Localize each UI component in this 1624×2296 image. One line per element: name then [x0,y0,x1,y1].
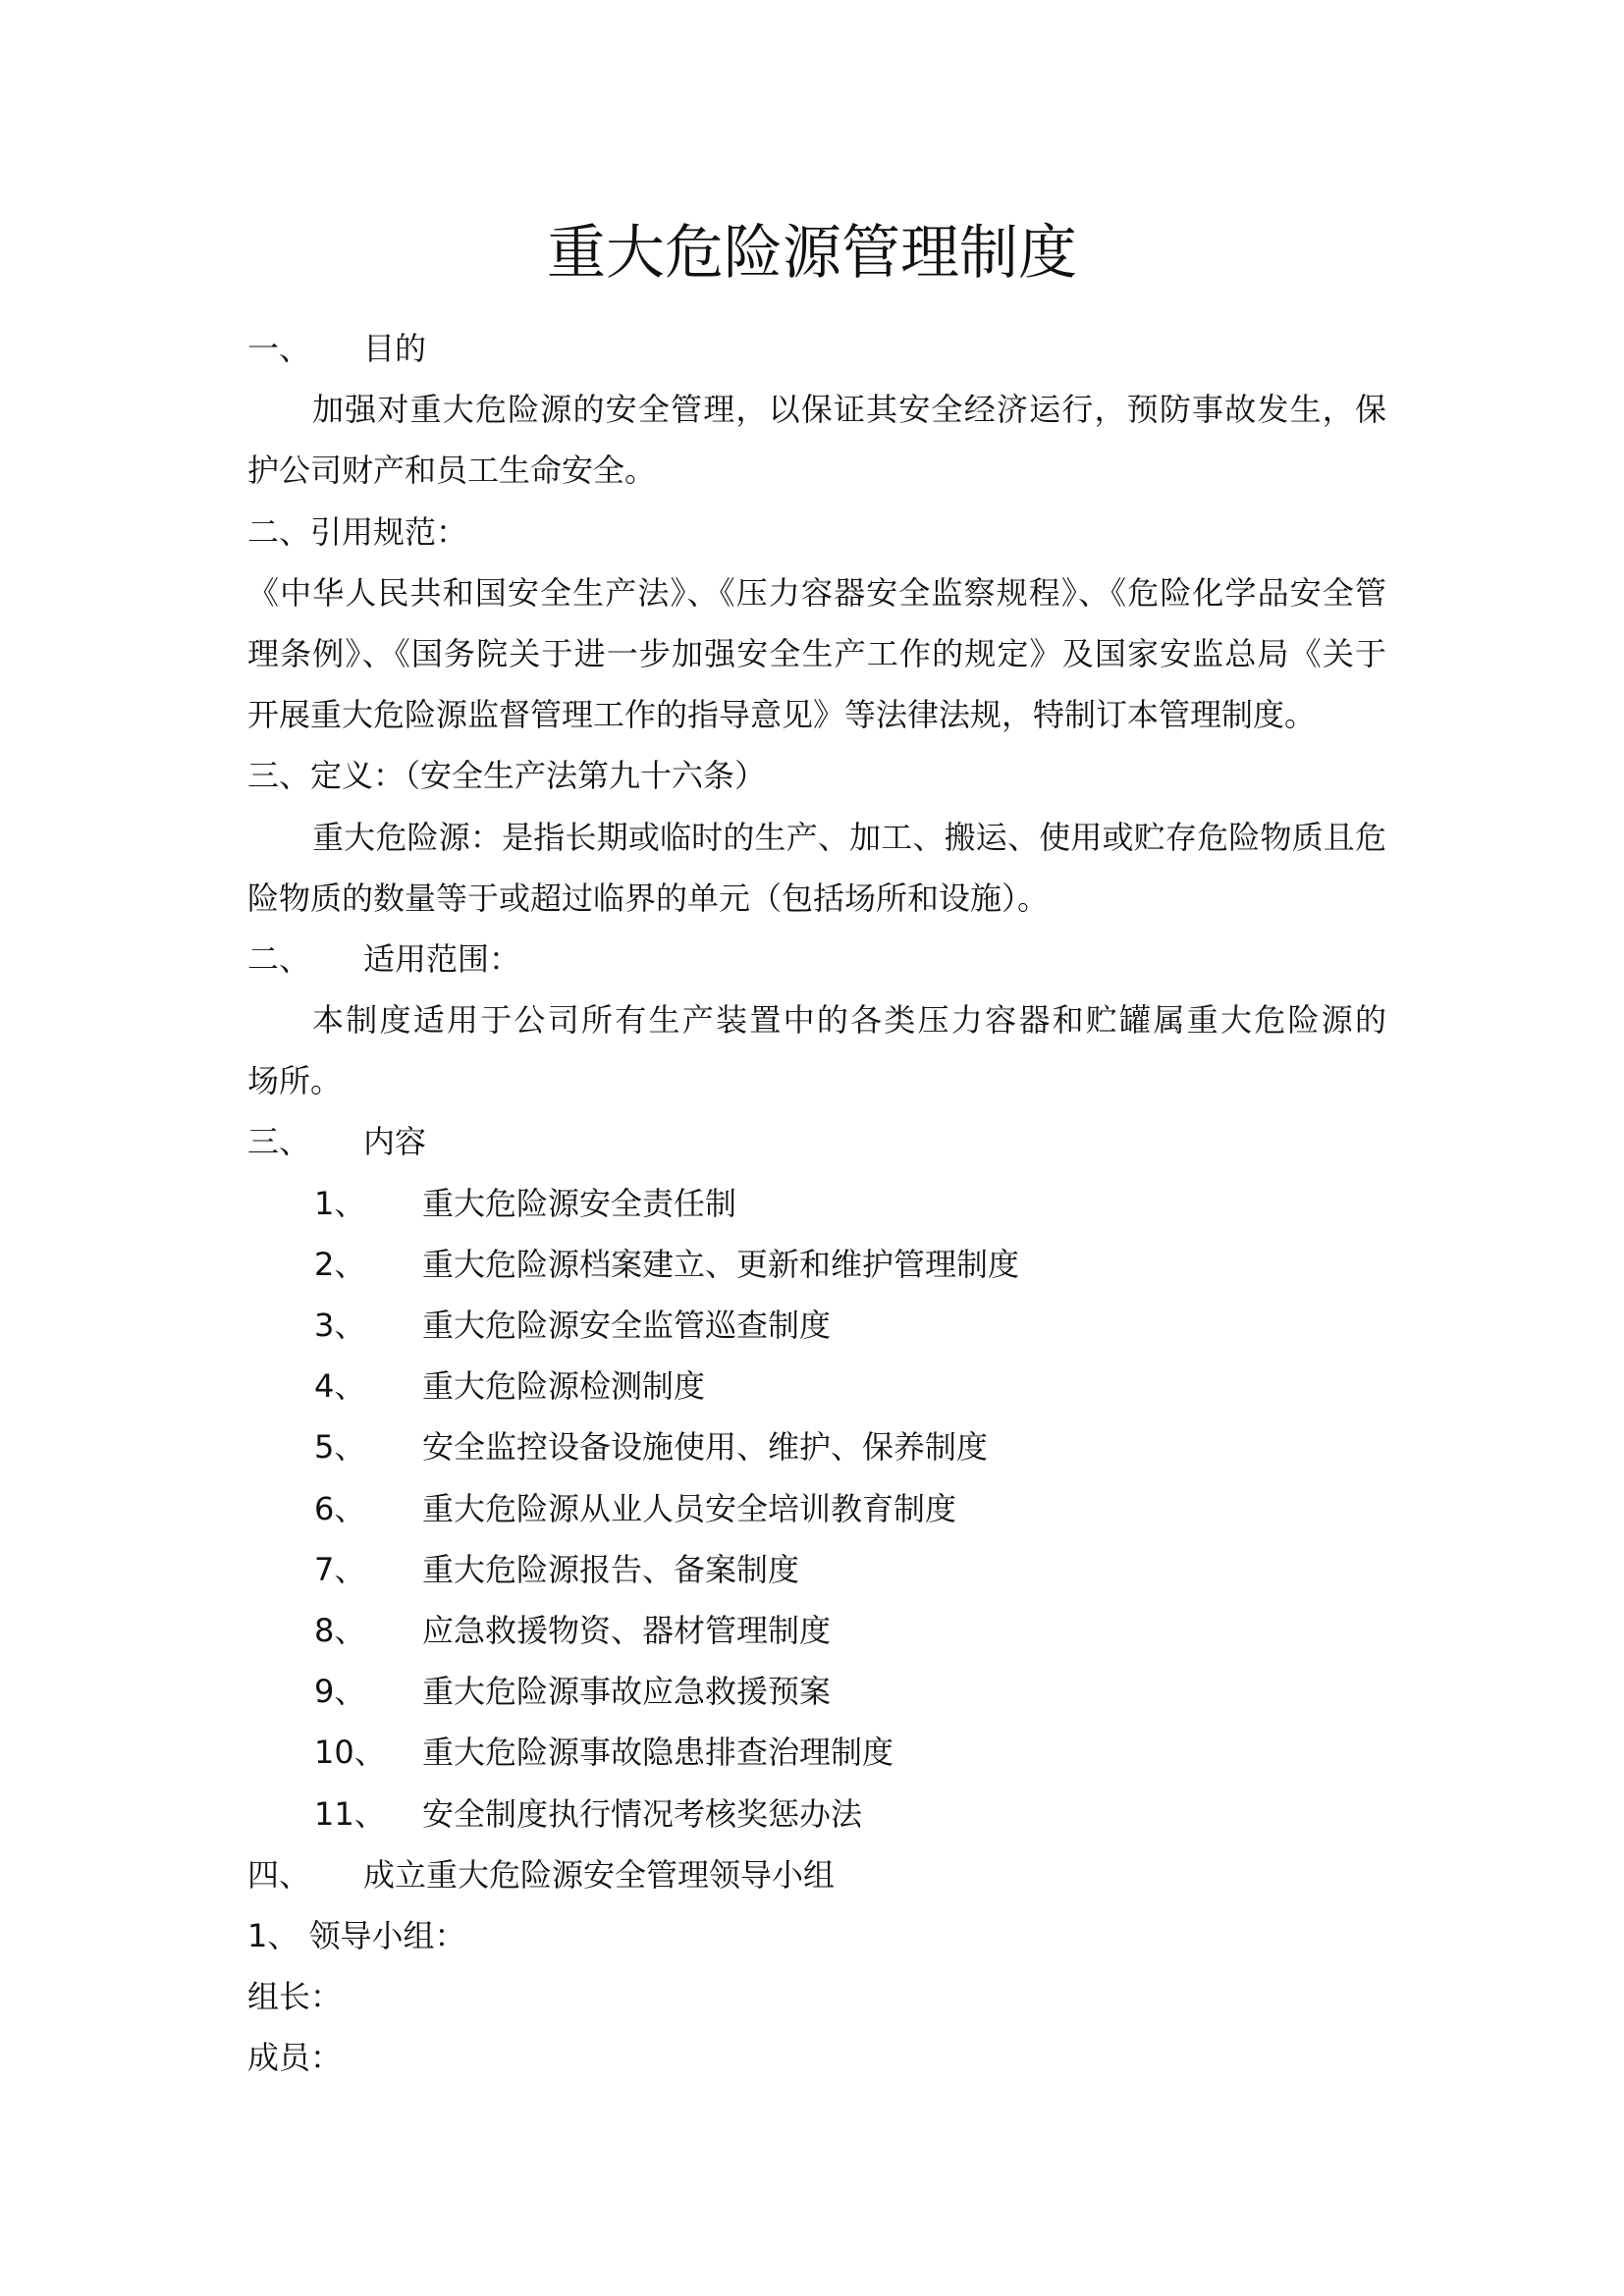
list-item-number: 8、 [314,1611,366,1649]
subheading-leadership-group: 1、 领导小组： [247,1916,466,1954]
list-item-text: 安全制度执行情况考核奖惩办法 [422,1794,863,1833]
list-item [247,1295,1386,1356]
group-members-label: 成员： [247,2039,343,2077]
list-item [247,1173,1386,1234]
paragraph-line: 场所。 [247,1062,343,1100]
list-item-number: 6、 [314,1489,366,1527]
list-item [247,1539,1386,1600]
section-label: 适用范围： [363,939,521,978]
list-item-number: 3、 [314,1307,366,1344]
section-heading-definition: 三、定义：（安全生产法第九十六条） [247,757,767,795]
section-heading-purpose [247,318,1386,379]
paragraph-line: 加强对重大危险源的安全管理，以保证其安全经济运行，预防事故发生，保 [312,391,1386,429]
list-item-text: 重大危险源检测制度 [422,1367,706,1406]
list-item [247,1784,1386,1844]
list-item-text: 重大危险源安全责任制 [422,1184,737,1222]
paragraph-line: 护公司财产和员工生命安全。 [247,452,657,490]
list-item-number: 5、 [314,1428,366,1467]
list-item-text: 重大危险源安全监管巡查制度 [422,1307,832,1344]
paragraph-line: 《中华人民共和国安全生产法》、《压力容器安全监察规程》、《危险化学品安全管 [247,573,1386,612]
list-item [247,1478,1386,1539]
list-item-number: 1、 [314,1184,366,1222]
list-item-text: 重大危险源事故应急救援预案 [422,1673,832,1711]
list-item [247,1234,1386,1295]
list-item-number: 7、 [314,1550,366,1588]
list-item-text: 重大危险源报告、备案制度 [422,1550,800,1588]
list-item-number: 10、 [314,1734,386,1772]
list-item [247,1600,1386,1661]
paragraph-line: 本制度适用于公司所有生产装置中的各类压力容器和贮罐属重大危险源的 [312,1001,1386,1040]
paragraph-line: 重大危险源：是指长期或临时的生产、加工、搬运、使用或贮存危险物质且危 [312,818,1386,856]
list-item [247,1416,1386,1477]
section-label: 内容 [363,1123,427,1161]
list-item-number: 11、 [314,1794,386,1833]
section-number: 二、 [247,939,311,978]
list-item-text: 重大危险源档案建立、更新和维护管理制度 [422,1245,1020,1283]
paragraph-line: 理条例》、《国务院关于进一步加强安全生产工作的规定》及国家安监总局《关于 [247,634,1386,672]
group-leader-label: 组长： [247,1978,343,2016]
section-number: 四、 [247,1855,311,1894]
section-number: 一、 [247,330,311,367]
document-title: 重大危险源管理制度 [547,219,1077,288]
section-heading-scope [247,929,1386,989]
list-item [247,1722,1386,1783]
list-item-text: 重大危险源从业人员安全培训教育制度 [422,1489,957,1527]
section-label: 目的 [363,330,427,367]
list-item [247,1356,1386,1416]
list-item-number: 9、 [314,1673,366,1711]
section-heading-content [247,1111,1386,1172]
section-label: 成立重大危险源安全管理领导小组 [363,1855,836,1894]
section-number: 三、 [247,1123,311,1161]
paragraph-line: 险物质的数量等于或超过临界的单元（包括场所和设施）。 [247,879,1050,917]
list-item-number: 4、 [314,1367,366,1406]
list-item-text: 重大危险源事故隐患排查治理制度 [422,1734,894,1772]
list-item [247,1661,1386,1722]
list-item-text: 应急救援物资、器材管理制度 [422,1611,832,1649]
document-body [247,318,1386,2088]
list-item-text: 安全监控设备设施使用、维护、保养制度 [422,1428,989,1467]
section-heading-leadership-group [247,1844,1386,1905]
paragraph-line: 开展重大危险源监督管理工作的指导意见》等法律法规，特制订本管理制度。 [247,696,1317,734]
section-heading-references: 二、引用规范： [247,512,468,551]
list-item-number: 2、 [314,1245,366,1283]
